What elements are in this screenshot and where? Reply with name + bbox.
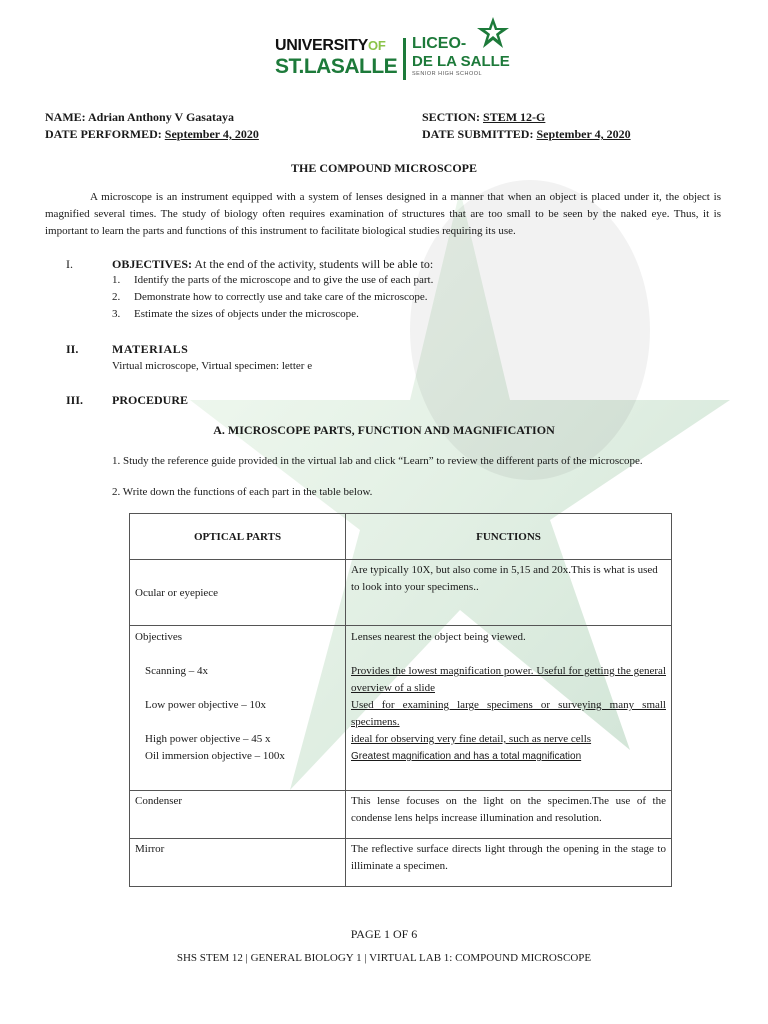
table-row	[130, 560, 672, 626]
table-header-row	[130, 514, 672, 560]
table-cell: Ocular or eyepiece	[130, 560, 346, 626]
parts-table	[129, 513, 672, 887]
list-item: 3. Estimate the sizes of objects under the microscope.	[112, 308, 359, 320]
table-row	[130, 791, 672, 839]
logo-text: SENIOR HIGH SCHOOL	[412, 71, 483, 77]
list-item: 2. Demonstrate how to correctly use and take care of the microscope.	[112, 291, 428, 303]
performed-label: DATE PERFORMED:	[45, 127, 162, 141]
section-label: SECTION:	[422, 110, 481, 124]
section-number: III.	[66, 393, 84, 407]
function-text: Greatest magnification and has a total magnification	[351, 751, 582, 762]
logo-text: DE LA SALLE	[412, 53, 510, 70]
table-cell: This lense focuses on the light on the specimen.The use of the condense lens helps increase illumination and resolution.	[346, 791, 672, 839]
performed-value: September 4, 2020	[164, 127, 259, 141]
section-number: II.	[66, 342, 79, 356]
part-label: Low power objective – 10x	[145, 699, 266, 711]
submitted-line: DATE SUBMITTED: September 4, 2020	[422, 127, 631, 141]
section-number: I.	[66, 257, 73, 271]
part-label: Oil immersion objective – 100x	[145, 750, 285, 762]
table-header: OPTICAL PARTS	[130, 514, 346, 560]
table-cell: Are typically 10X, but also come in 5,15 and 20x.This is what is used to look into your specimens..	[346, 560, 672, 626]
logo-text: OF	[368, 38, 386, 53]
materials-heading: MATERIALS	[112, 342, 189, 356]
performed-line	[45, 126, 259, 143]
objective-list	[112, 272, 433, 323]
list-item: 1. Identify the parts of the microscope and to give the use of each part.	[112, 274, 434, 286]
subheading: A. MICROSCOPE PARTS, FUNCTION AND MAGNIFICATION	[213, 423, 555, 437]
table-row	[130, 839, 672, 887]
name-label: NAME:	[45, 110, 86, 124]
function-text: Provides the lowest magnification power. Useful for getting the general overview of a slide	[351, 665, 666, 694]
table-cell	[346, 626, 672, 791]
intro-paragraph: A microscope is an instrument equipped with a system of lenses designed in a manner that when an object is placed under it, the object is magnified several times. The study of biology often requires examination of structures that are too small to be seen by the naked eye. Thus, it is important to learn the parts and functions of this instrument to facilitate biological studies requiring its use.	[45, 191, 721, 237]
submitted-value: September 4, 2020	[536, 127, 631, 141]
table-cell: Mirror	[130, 839, 346, 887]
submitted-label: DATE SUBMITTED	[422, 127, 530, 141]
function-text: Lenses nearest the object being viewed.	[351, 631, 526, 643]
logo-divider	[403, 38, 406, 80]
page-number: PAGE 1 OF 6	[350, 927, 418, 941]
table-header: FUNCTIONS	[346, 514, 672, 560]
university-logo	[275, 38, 400, 77]
part-label: Scanning – 4x	[145, 665, 208, 677]
part-label: Objectives	[135, 631, 183, 643]
table-cell: Condenser	[130, 791, 346, 839]
name-value: Adrian Anthony V Gasataya	[88, 110, 234, 124]
procedure-heading: PROCEDURE	[112, 393, 189, 407]
star-logo-icon	[476, 16, 510, 50]
section-value: STEM 12-G	[483, 110, 546, 124]
objectives-heading	[112, 256, 433, 273]
logo-text: UNIVERSITY	[275, 37, 369, 54]
objectives-lead: At the end of the activity, students will be able to:	[194, 257, 434, 271]
footer-course: SHS STEM 12 | GENERAL BIOLOGY 1 | VIRTUAL LAB 1: COMPOUND MICROSCOPE	[176, 952, 592, 964]
table-row	[130, 626, 672, 791]
step-1: 1. Study the reference guide provided in the virtual lab and click “Learn” to review the different parts of the microscope.	[112, 455, 643, 467]
table-cell: The reflective surface directs light through the opening in the stage to illiminate a specimen.	[346, 839, 672, 887]
step-2: 2. Write down the functions of each part in the table below.	[112, 486, 373, 498]
name-line	[45, 109, 234, 126]
materials-text: Virtual microscope, Virtual specimen: letter e	[112, 360, 313, 372]
logo-text: ST.LASALLE	[275, 55, 398, 78]
objectives-label: OBJECTIVES:	[112, 257, 193, 271]
function-text: Used for examining large specimens or surveying many small specimens.	[351, 699, 666, 728]
logo-text: LICEO-	[412, 35, 467, 52]
section-line	[422, 109, 545, 126]
function-text: ideal for observing very fine detail, such as nerve cells	[351, 733, 592, 745]
part-label: High power objective – 45 x	[145, 733, 271, 745]
page-title: THE COMPOUND MICROSCOPE	[291, 161, 477, 175]
table-cell	[130, 626, 346, 791]
